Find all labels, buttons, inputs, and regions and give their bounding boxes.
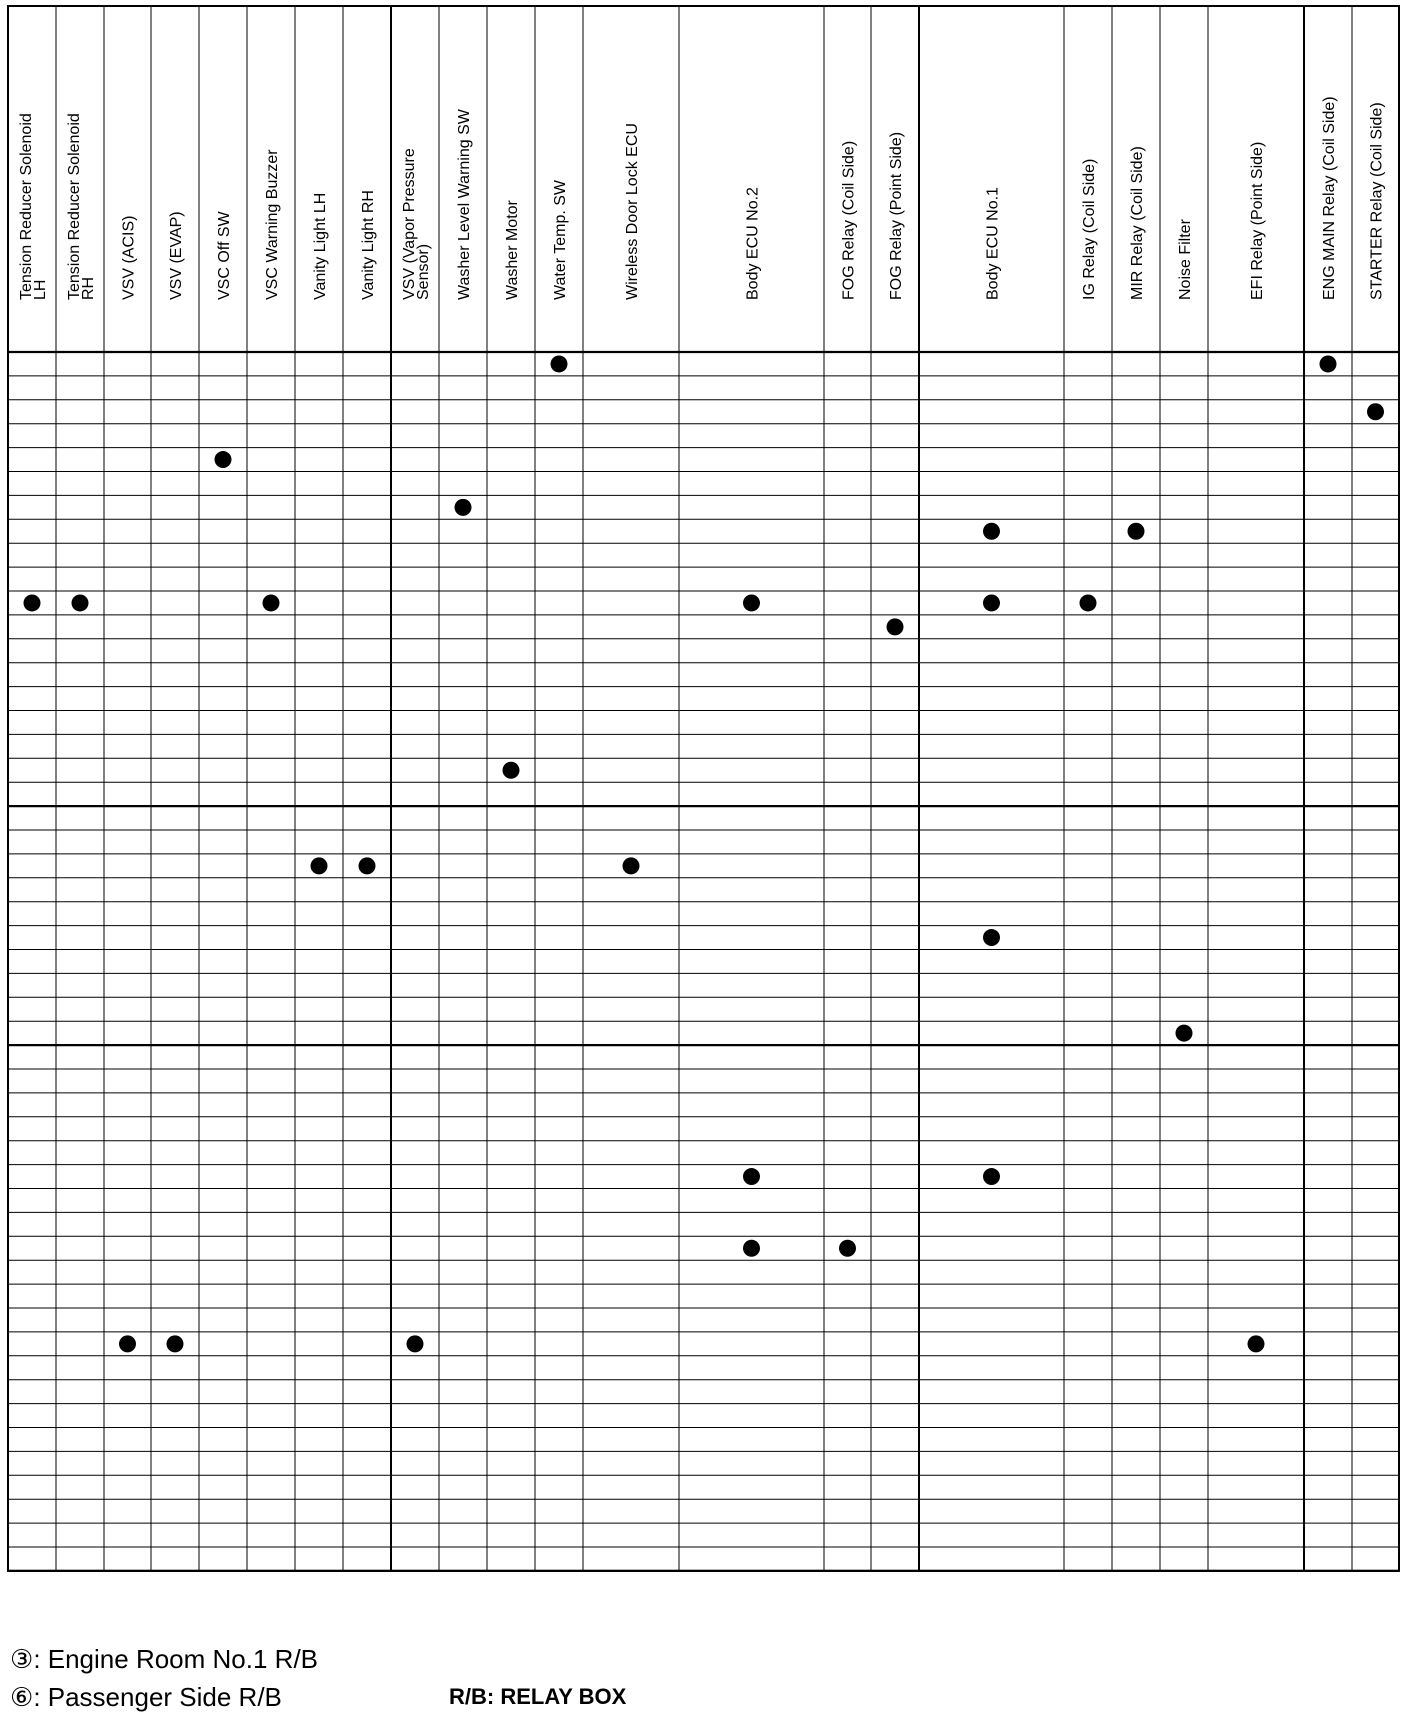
connection-dot xyxy=(263,594,280,611)
column-header xyxy=(888,132,905,300)
column-header-label: Body ECU No.2 xyxy=(744,187,762,300)
connection-dot xyxy=(24,594,41,611)
column-header xyxy=(401,148,432,300)
connection-dot xyxy=(1367,403,1384,420)
column-header xyxy=(1177,218,1194,300)
legend-text-passenger-side: : Passenger Side R/B xyxy=(33,1682,282,1712)
connection-dot xyxy=(887,618,904,635)
connection-dot xyxy=(503,762,520,779)
connection-dot xyxy=(623,857,640,874)
column-header xyxy=(312,193,329,300)
column-header-label: Vanity Light LH xyxy=(312,192,329,300)
column-header-label: ENG MAIN Relay (Coil Side) xyxy=(1321,96,1338,300)
circled-6-key: ⑥ xyxy=(10,1683,34,1713)
column-header-label: VSV (EVAP) xyxy=(168,211,185,300)
connection-dot xyxy=(743,594,760,611)
column-header-label: LH xyxy=(32,279,49,300)
connection-dot xyxy=(359,857,376,874)
connection-dot xyxy=(215,451,232,468)
column-header-label: Tension Reducer Solenoid xyxy=(18,113,35,300)
column-header xyxy=(168,211,185,300)
connection-dot xyxy=(1128,523,1145,540)
connection-dot xyxy=(1176,1025,1193,1042)
column-header-label: Washer Level Warning SW xyxy=(456,109,473,300)
connection-dot xyxy=(1320,355,1337,372)
column-header-label: Sensor) xyxy=(415,243,432,300)
column-header xyxy=(841,141,858,300)
connection-dot xyxy=(119,1335,136,1352)
connection-dot xyxy=(839,1240,856,1257)
column-header xyxy=(552,179,569,300)
column-header xyxy=(216,210,233,300)
column-header-label: MIR Relay (Coil Side) xyxy=(1129,146,1146,300)
column-header-label: IG Relay (Coil Side) xyxy=(1081,158,1098,300)
column-header xyxy=(360,190,377,300)
connection-dot xyxy=(743,1168,760,1185)
column-header xyxy=(624,123,641,300)
column-header xyxy=(456,108,473,300)
column-header-label: VSV (ACIS) xyxy=(120,215,138,300)
column-header xyxy=(1081,159,1098,300)
connection-dot xyxy=(551,355,568,372)
column-header xyxy=(121,216,138,300)
connection-dot xyxy=(1248,1335,1265,1352)
column-header-label: Washer Motor xyxy=(504,200,521,300)
connection-dot xyxy=(983,594,1000,611)
column-header-label: VSC Warning Buzzer xyxy=(264,149,281,300)
connection-dot xyxy=(311,857,328,874)
circled-3-key: ③ xyxy=(10,1645,34,1675)
column-header xyxy=(985,187,1002,300)
column-header-label: VSV (Vapor Pressure xyxy=(401,148,418,300)
column-header-label: Wireless Door Lock ECU xyxy=(624,123,641,300)
column-header-label: FOG Relay (Coil Side) xyxy=(840,140,858,300)
column-header-label: FOG Relay (Point Side) xyxy=(888,131,905,300)
column-header xyxy=(504,199,521,300)
connection-dot xyxy=(983,523,1000,540)
column-header xyxy=(66,113,97,300)
column-header-label: Body ECU No.1 xyxy=(984,187,1002,300)
column-header-label: EFI Relay (Point Side) xyxy=(1249,141,1266,300)
relay-box-note: R/B: RELAY BOX xyxy=(449,1684,627,1709)
connection-dot xyxy=(167,1335,184,1352)
column-header-label: RH xyxy=(80,276,97,300)
column-header xyxy=(1369,102,1386,300)
connection-dot xyxy=(743,1240,760,1257)
column-header-label: Noise Filter xyxy=(1177,219,1194,300)
column-header-label: Tension Reducer Solenoid xyxy=(66,113,83,300)
column-header xyxy=(745,187,762,300)
column-header xyxy=(1129,146,1146,300)
connection-dot xyxy=(1080,594,1097,611)
connection-dot xyxy=(455,499,472,516)
column-header xyxy=(264,149,281,300)
column-header-label: VSC Off SW xyxy=(216,211,233,300)
column-header-label: STARTER Relay (Coil Side) xyxy=(1368,102,1386,300)
column-header xyxy=(1321,96,1338,300)
connection-dot xyxy=(72,594,89,611)
column-header-label: Water Temp. SW xyxy=(552,179,569,300)
legend-row-1 xyxy=(10,1644,318,1675)
column-header xyxy=(18,113,49,300)
connection-dot xyxy=(983,1168,1000,1185)
legend-text-engine-room: : Engine Room No.1 R/B xyxy=(33,1644,319,1674)
column-header-label: Vanity Light RH xyxy=(360,190,377,300)
column-header xyxy=(1249,142,1266,300)
connection-dot xyxy=(983,929,1000,946)
legend-row-2 xyxy=(10,1682,282,1713)
connection-dot xyxy=(407,1335,424,1352)
